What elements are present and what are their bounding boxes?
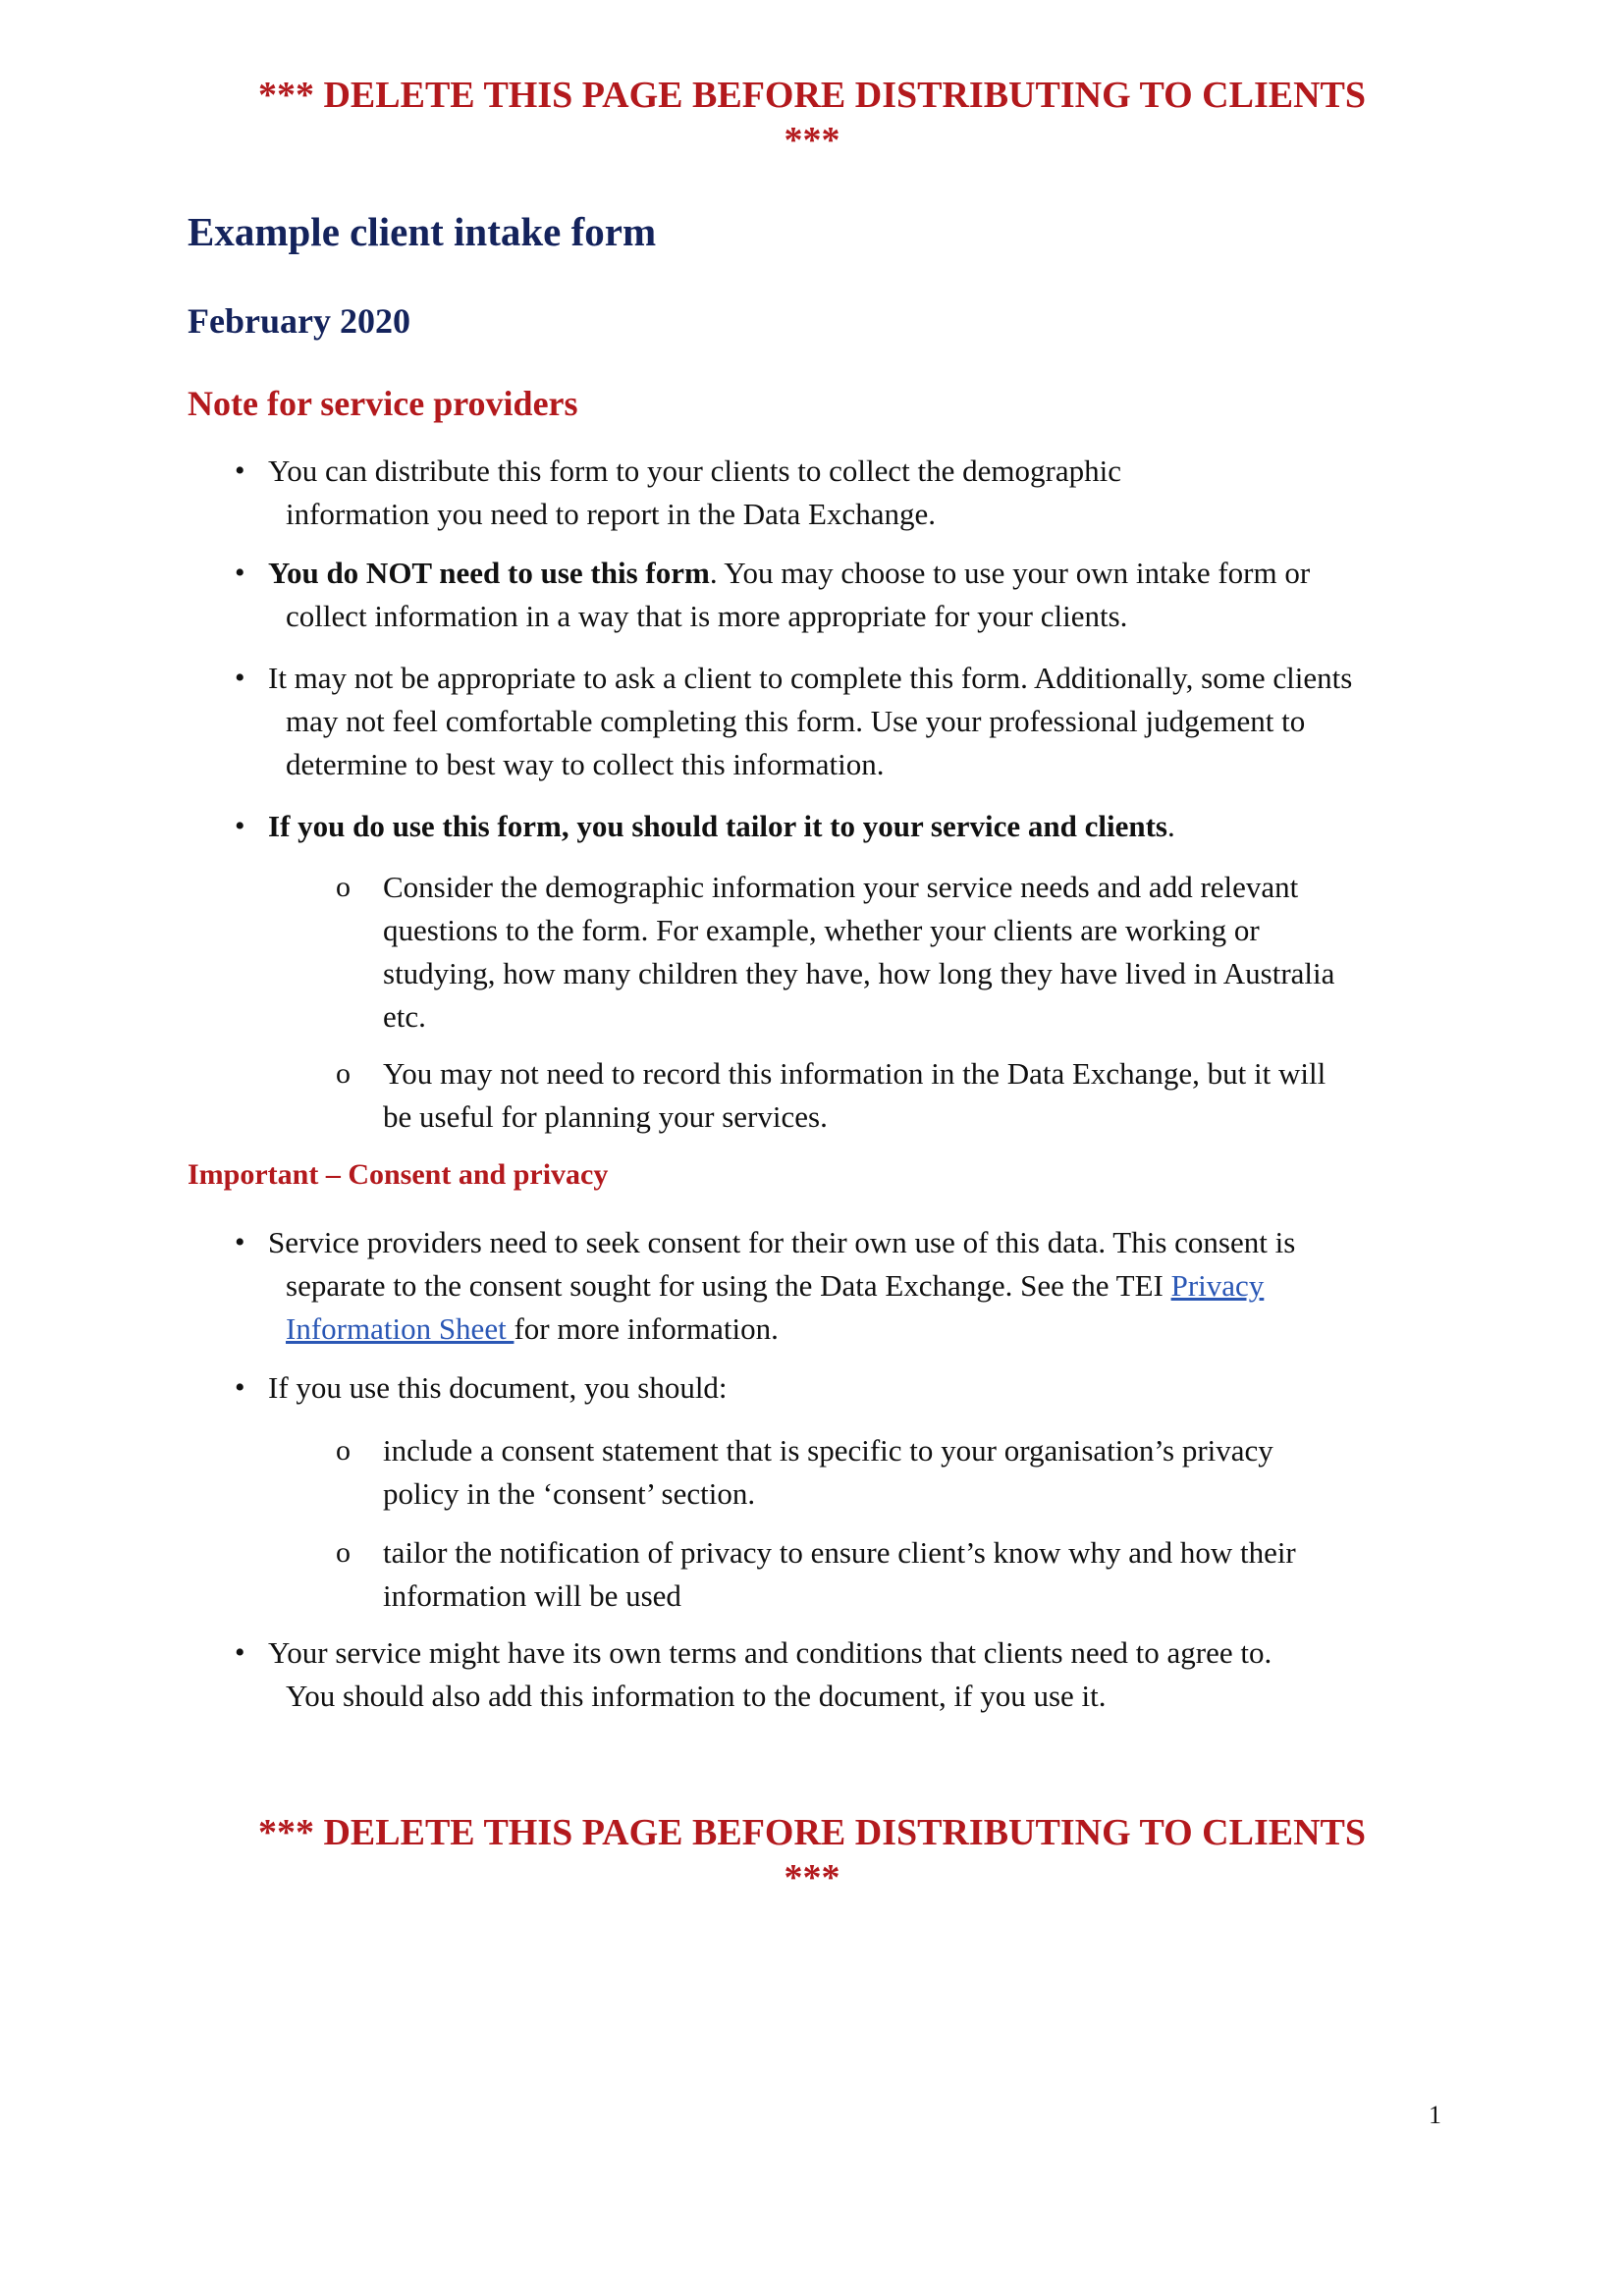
bullet-marker: • xyxy=(235,1226,245,1258)
bullet-text: Service providers need to seek consent for their own use of this data. This consent is xyxy=(268,1225,1296,1259)
bullet-text-continued: may not feel comfortable completing this form. Use your professional judgement to xyxy=(286,704,1306,738)
sub-bullet-text: Consider the demographic information your service needs and add relevant xyxy=(383,870,1299,904)
banner-text-line1: *** DELETE THIS PAGE BEFORE DISTRIBUTING TO CLIENTS xyxy=(257,1812,1367,1853)
list-item xyxy=(235,657,1466,786)
note-heading: Note for service providers xyxy=(188,384,578,423)
sub-list-item xyxy=(336,1531,1453,1618)
privacy-information-sheet-link-continued[interactable]: Information Sheet xyxy=(286,1311,514,1346)
sub-bullet-text: You may not need to record this information in the Data Exchange, but it will xyxy=(383,1056,1326,1091)
bullet-text: . xyxy=(1166,809,1175,843)
list-item xyxy=(235,1631,1466,1718)
bullet-marker: • xyxy=(235,454,245,487)
sub-bullet-text-continued: questions to the form. For example, whether your clients are working or xyxy=(383,913,1260,947)
sub-bullet-text-continued: etc. xyxy=(383,999,426,1034)
bullet-marker: • xyxy=(235,810,245,842)
bullet-text-continued: You should also add this information to the document, if you use it. xyxy=(286,1679,1107,1713)
bullet-marker: • xyxy=(235,1371,245,1404)
list-item xyxy=(235,552,1466,638)
sub-list-item xyxy=(336,1052,1453,1139)
sub-bullet-text-continued: information will be used xyxy=(383,1578,681,1613)
sub-bullet-marker: o xyxy=(336,871,351,903)
delete-page-banner-top xyxy=(0,73,1624,163)
list-item xyxy=(235,450,1466,536)
sub-bullet-marker: o xyxy=(336,1536,351,1569)
bullet-text-continued: for more information. xyxy=(514,1311,779,1346)
sub-bullet-text: tailor the notification of privacy to ensure client’s know why and how their xyxy=(383,1535,1296,1570)
page-title: Example client intake form xyxy=(188,209,657,254)
bullet-marker: • xyxy=(235,1636,245,1669)
sub-bullet-text: include a consent statement that is specific to your organisation’s privacy xyxy=(383,1433,1273,1468)
sub-list-item xyxy=(336,1429,1453,1516)
delete-page-banner-bottom xyxy=(0,1810,1624,1900)
bullet-text: . You may choose to use your own intake form or xyxy=(709,556,1311,590)
bullet-text-continued: determine to best way to collect this information. xyxy=(286,747,885,781)
sub-list-item xyxy=(336,866,1453,1039)
sub-bullet-text-continued: be useful for planning your services. xyxy=(383,1099,828,1134)
banner-text-line1: *** DELETE THIS PAGE BEFORE DISTRIBUTING TO CLIENTS xyxy=(257,75,1367,116)
privacy-information-sheet-link[interactable]: Privacy xyxy=(1170,1268,1265,1303)
bullet-bold-text: You do NOT need to use this form xyxy=(268,556,710,590)
list-item xyxy=(235,1221,1466,1351)
sub-bullet-marker: o xyxy=(336,1434,351,1467)
important-heading: Important – Consent and privacy xyxy=(188,1158,609,1191)
list-item xyxy=(235,1366,1466,1410)
banner-text-line2: *** xyxy=(784,120,840,161)
document-date: February 2020 xyxy=(188,301,410,341)
sub-bullet-marker: o xyxy=(336,1057,351,1090)
bullet-text-continued: collect information in a way that is more appropriate for your clients. xyxy=(286,599,1128,633)
bullet-text: It may not be appropriate to ask a client to complete this form. Additionally, some clients xyxy=(268,661,1353,695)
page-number: 1 xyxy=(1429,2101,1441,2129)
list-item xyxy=(235,805,1466,848)
bullet-marker: • xyxy=(235,662,245,694)
sub-bullet-text-continued: studying, how many children they have, how long they have lived in Australia xyxy=(383,956,1335,990)
banner-text-line2: *** xyxy=(784,1857,840,1898)
bullet-marker: • xyxy=(235,557,245,589)
bullet-text: Your service might have its own terms and conditions that clients need to agree to. xyxy=(268,1635,1272,1670)
bullet-text-continued: information you need to report in the Data Exchange. xyxy=(286,497,936,531)
bullet-bold-text: If you do use this form, you should tailor it to your service and clients xyxy=(268,809,1167,843)
bullet-text: If you use this document, you should: xyxy=(268,1370,728,1405)
bullet-text: You can distribute this form to your clients to collect the demographic xyxy=(268,454,1121,488)
bullet-text-continued: separate to the consent sought for using the Data Exchange. See the TEI xyxy=(286,1268,1171,1303)
sub-bullet-text-continued: policy in the ‘consent’ section. xyxy=(383,1476,756,1511)
